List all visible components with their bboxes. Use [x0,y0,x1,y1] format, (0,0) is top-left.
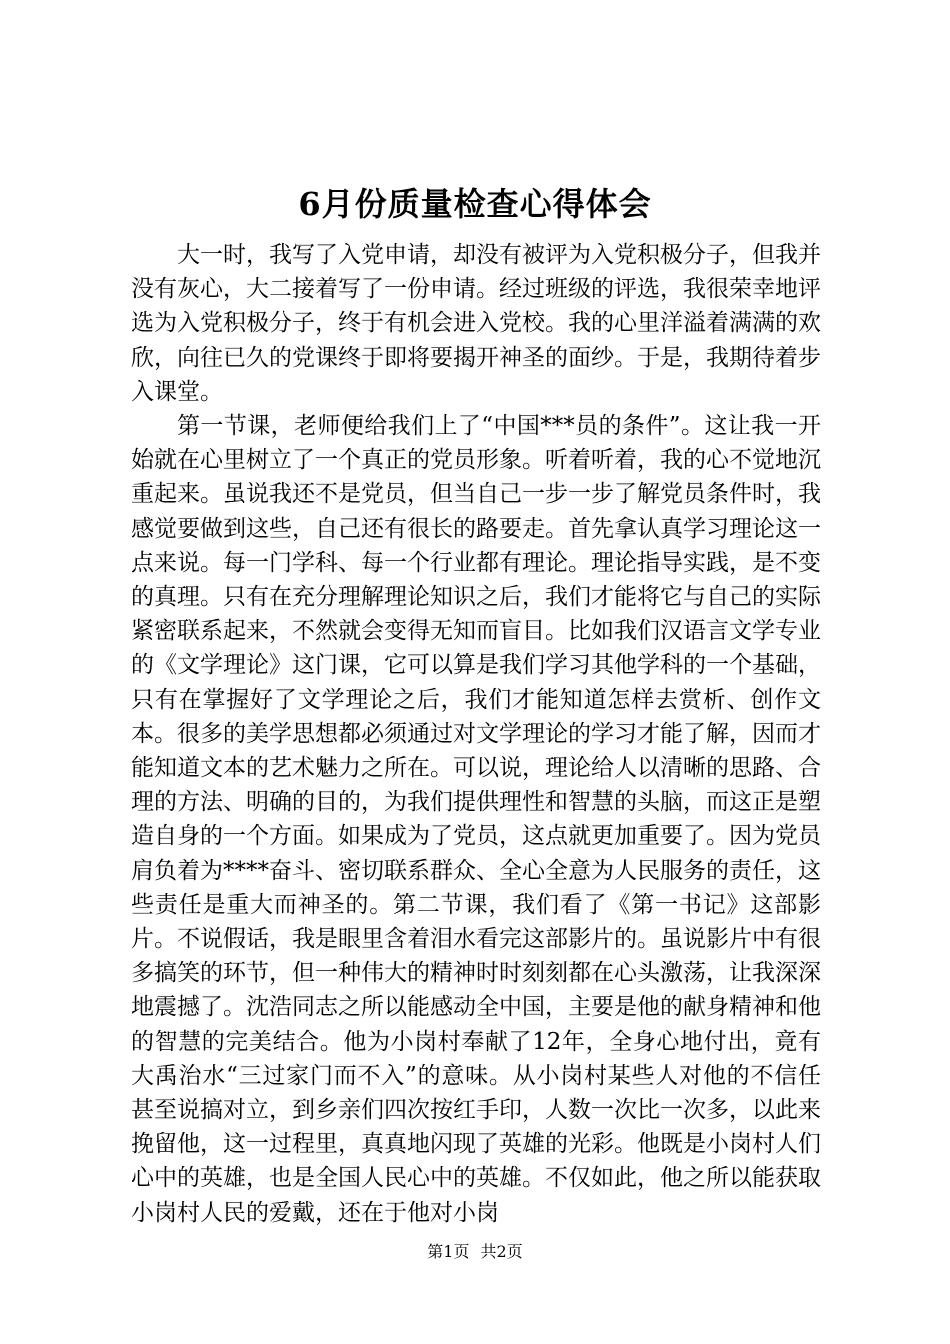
page-number: 第1页 [427,1242,470,1261]
page-footer [0,1240,950,1264]
document-body [131,238,821,1230]
paragraph: 大一时，我写了入党申请，却没有被评为入党积极分子，但我并没有灰心，大二接着写了一份申请。经过班级的评选，我很荣幸地评选为入党积极分子，终于有机会进入党校。我的心里洋溢着满满的欢欣，向往已久的党课终于即将要揭开神圣的面纱。于是，我期待着步入课堂。 [131,242,821,405]
page-total: 共2页 [480,1242,523,1261]
paragraph: 第一节课，老师便给我们上了“中国***员的条件”。这让我一开始就在心里树立了一个真正的党员形象。听着听着，我的心不觉地沉重起来。虽说我还不是党员，但当自己一步一步了解党员条件时，我感觉要做到这些，自己还有很长的路要走。首先拿认真学习理论这一点来说。每一门学科、每一个行业都有理论。理论指导实践，是不变的真理。只有在充分理解理论知识之后，我们才能将它与自己的实际紧密联系起来，不然就会变得无知而盲目。比如我们汉语言文学专业的《文学理论》这门课，它可以算是我们学习其他学科的一个基础，只有在掌握好了文学理论之后，我们才能知道怎样去赏析、创作文本。很多的美学思想都必须通过对文学理论的学习才能了解，因而才能知道文本的艺术魅力之所在。可以说，理论给人以清晰的思路、合理的方法、明确的目的，为我们提供理性和智慧的头脑，而这正是塑造自身的一个方面。如果成为了党员，这点就更加重要了。因为党员肩负着为****奋斗、密切联系群众、全心全意为人民服务的责任，这些责任是重大而神圣的。第二节课，我们看了《第一书记》这部影片。不说假话，我是眼里含着泪水看完这部影片的。虽说影片中有很多搞笑的环节，但一种伟大的精神时时刻刻都在心头激荡，让我深深地震撼了。沈浩同志之所以能感动全中国，主要是他的献身精神和他的智慧的完美结合。他为小岗村奉献了12年，全身心地付出，竟有大禹治水“三过家门而不入”的意味。从小岗村某些人对他的不信任甚至说搞对立，到乡亲们四次按红手印，人数一次比一次多，以此来挽留他，这一过程里，真真地闪现了英雄的光彩。他既是小岗村人们心中的英雄，也是全国人民心中的英雄。不仅如此，他之所以能获取小岗村人民的爱戴，还在于他对小岗 [131,413,821,1226]
document-title: 6月份质量检查心得体会 [298,185,652,223]
